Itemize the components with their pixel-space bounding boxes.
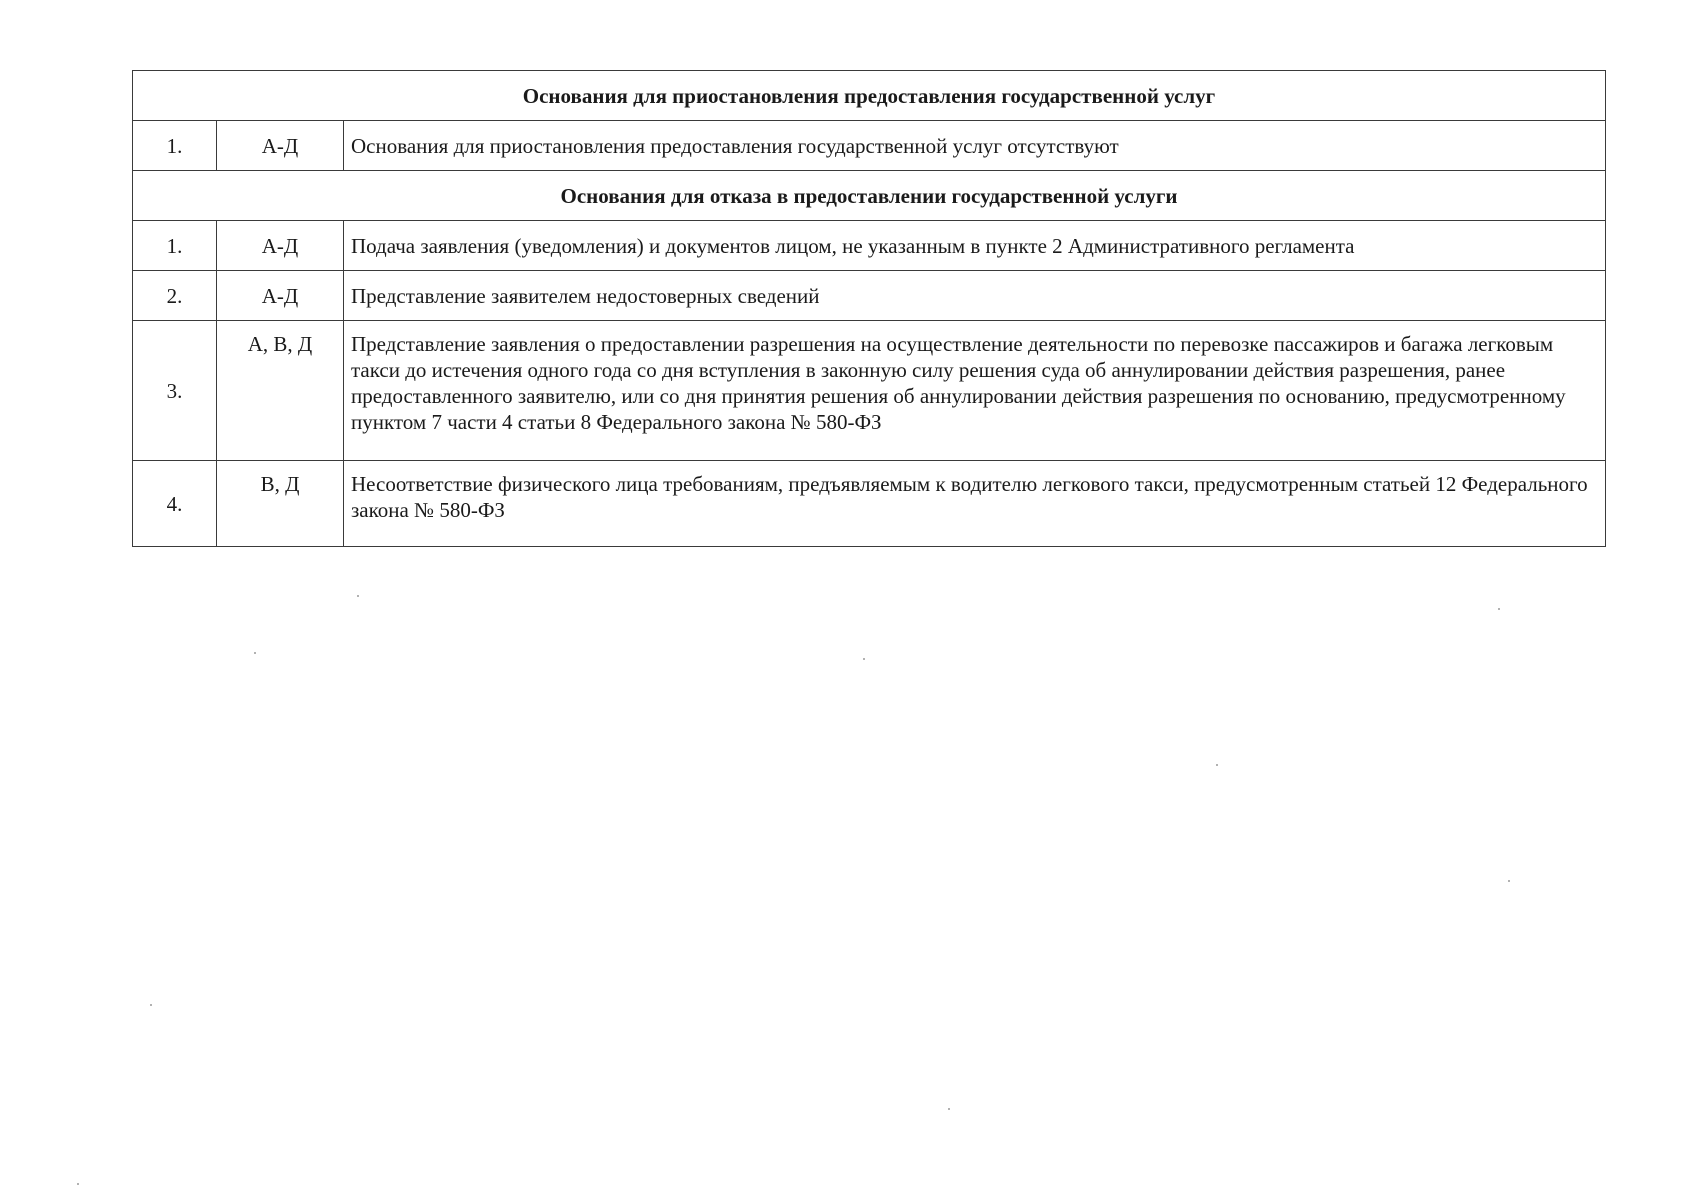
row-text: Представление заявления о предоставлении разрешения на осуществление деятельности по перевозке пассажиров и багажа легковым такси до истечения одного года со дня вступления в законную силу решения суда об аннулировании действия разрешения, ранее предоставленного заявителю, или со дня принятия решения об аннулировании действия разрешения по основанию, предусмотренному пунктом 7 части 4 статьи 8 Федерального закона № 580-ФЗ (344, 321, 1606, 461)
row-categories: А-Д (217, 271, 344, 321)
scan-speck (150, 1004, 152, 1006)
scan-speck (1508, 880, 1510, 882)
table-row (133, 221, 1606, 271)
scan-speck (948, 1108, 950, 1110)
row-text: Представление заявителем недостоверных сведений (344, 271, 1606, 321)
section-heading: Основания для отказа в предоставлении государственной услуги (133, 171, 1606, 221)
table-row (133, 271, 1606, 321)
row-number: 4. (133, 461, 217, 547)
table-row (133, 461, 1606, 547)
row-categories: В, Д (217, 461, 344, 547)
section-heading: Основания для приостановления предоставления государственной услуг (133, 71, 1606, 121)
row-text: Основания для приостановления предоставления государственной услуг отсутствуют (344, 121, 1606, 171)
row-number: 1. (133, 221, 217, 271)
suspension-section-header (133, 71, 1606, 121)
refusal-section-header (133, 171, 1606, 221)
row-text: Несоответствие физического лица требованиям, предъявляемым к водителю легкового такси, предусмотренным статьей 12 Федерального закона № 580-ФЗ (344, 461, 1606, 547)
table-row (133, 121, 1606, 171)
scan-speck (863, 658, 865, 660)
table-row (133, 321, 1606, 461)
row-number: 2. (133, 271, 217, 321)
grounds-table (132, 70, 1606, 547)
row-number: 3. (133, 321, 217, 461)
scan-speck (1216, 764, 1218, 766)
scan-speck (254, 652, 256, 654)
scan-speck (1498, 608, 1500, 610)
scan-speck (77, 1183, 79, 1185)
row-categories: А-Д (217, 221, 344, 271)
row-categories: А, В, Д (217, 321, 344, 461)
scan-speck (357, 595, 359, 597)
row-categories: А-Д (217, 121, 344, 171)
row-number: 1. (133, 121, 217, 171)
row-text: Подача заявления (уведомления) и документов лицом, не указанным в пункте 2 Административного регламента (344, 221, 1606, 271)
